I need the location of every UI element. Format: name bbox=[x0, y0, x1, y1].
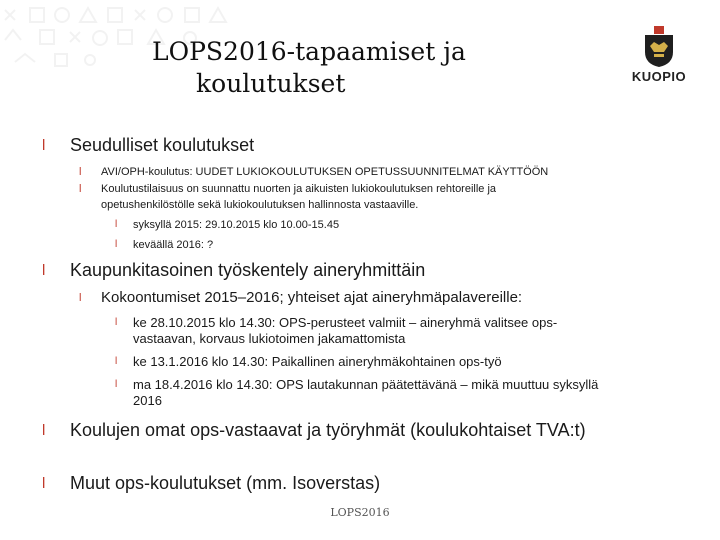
bullet-marker: l bbox=[42, 475, 46, 492]
list-item-text: keväällä 2016: ? bbox=[133, 239, 214, 251]
list-item bbox=[42, 259, 670, 281]
kuopio-logo bbox=[628, 26, 690, 96]
bullet-marker: l bbox=[42, 262, 46, 279]
bullet-marker: l bbox=[115, 317, 118, 328]
list-item bbox=[115, 315, 603, 347]
bullet-marker: l bbox=[42, 137, 46, 154]
bullet-marker: l bbox=[42, 422, 46, 439]
bullet-marker: l bbox=[79, 166, 82, 178]
list-item-text: syksyllä 2015: 29.10.2015 klo 10.00-15.45 bbox=[133, 219, 340, 231]
title-line-2: koulutukset bbox=[196, 69, 346, 98]
bullet-marker: l bbox=[115, 356, 118, 367]
list-item-text: Kokoontumiset 2015–2016; yhteiset ajat aineryhmäpalavereille: bbox=[101, 289, 523, 306]
list-item bbox=[115, 377, 603, 409]
bullet-marker: l bbox=[115, 219, 118, 230]
list-item-text: ke 13.1.2016 klo 14.30: Paikallinen aineryhmäkohtainen ops-työ bbox=[133, 354, 502, 369]
list-item-text: ma 18.4.2016 klo 14.30: OPS lautakunnan päätettävänä – mikä muuttuu syksyllä 2016 bbox=[133, 377, 599, 408]
list-item-text: AVI/OPH-koulutus: UUDET LUKIOKOULUTUKSEN OPETUSSUUNNITELMAT KÄYTTÖÖN bbox=[101, 166, 549, 178]
list-item bbox=[79, 181, 571, 213]
city-crest-icon bbox=[642, 26, 676, 68]
list-item-text: Koulutustilaisuus on suunnattu nuorten ja aikuisten lukiokoulutuksen rehtoreille ja opetushenkilöstölle sekä lukiokoulutuksen hallinnosta vastaaville. bbox=[101, 183, 497, 211]
logo-text: KUOPIO bbox=[631, 69, 687, 84]
bullet-marker: l bbox=[79, 183, 82, 195]
list-item bbox=[42, 134, 670, 156]
bullet-marker: l bbox=[79, 292, 82, 304]
bullet-marker: l bbox=[115, 379, 118, 390]
list-item bbox=[79, 164, 601, 180]
list-item bbox=[42, 419, 610, 441]
list-item-text: Seudulliset koulutukset bbox=[70, 135, 255, 155]
title-line-1: LOPS2016-tapaamiset ja bbox=[152, 37, 466, 66]
list-item bbox=[42, 472, 670, 494]
list-item-text: ke 28.10.2015 klo 14.30: OPS-perusteet valmiit – aineryhmä valitsee ops-vastaavan, korvaus lukiotoimen jakamattomista bbox=[133, 315, 558, 346]
bullet-marker: l bbox=[115, 239, 118, 250]
footer-label: LOPS2016 bbox=[330, 506, 390, 519]
list-item-text: Kaupunkitasoinen työskentely aineryhmittäin bbox=[70, 260, 426, 280]
list-item bbox=[79, 289, 601, 307]
list-item-text: Koulujen omat ops-vastaavat ja työryhmät (koulukohtaiset TVA:t) bbox=[70, 420, 586, 440]
page-title bbox=[152, 36, 572, 100]
list-item bbox=[115, 217, 603, 233]
list-item-text: Muut ops-koulutukset (mm. Isoverstas) bbox=[70, 473, 381, 493]
list-item bbox=[115, 354, 603, 370]
list-item bbox=[115, 237, 603, 253]
